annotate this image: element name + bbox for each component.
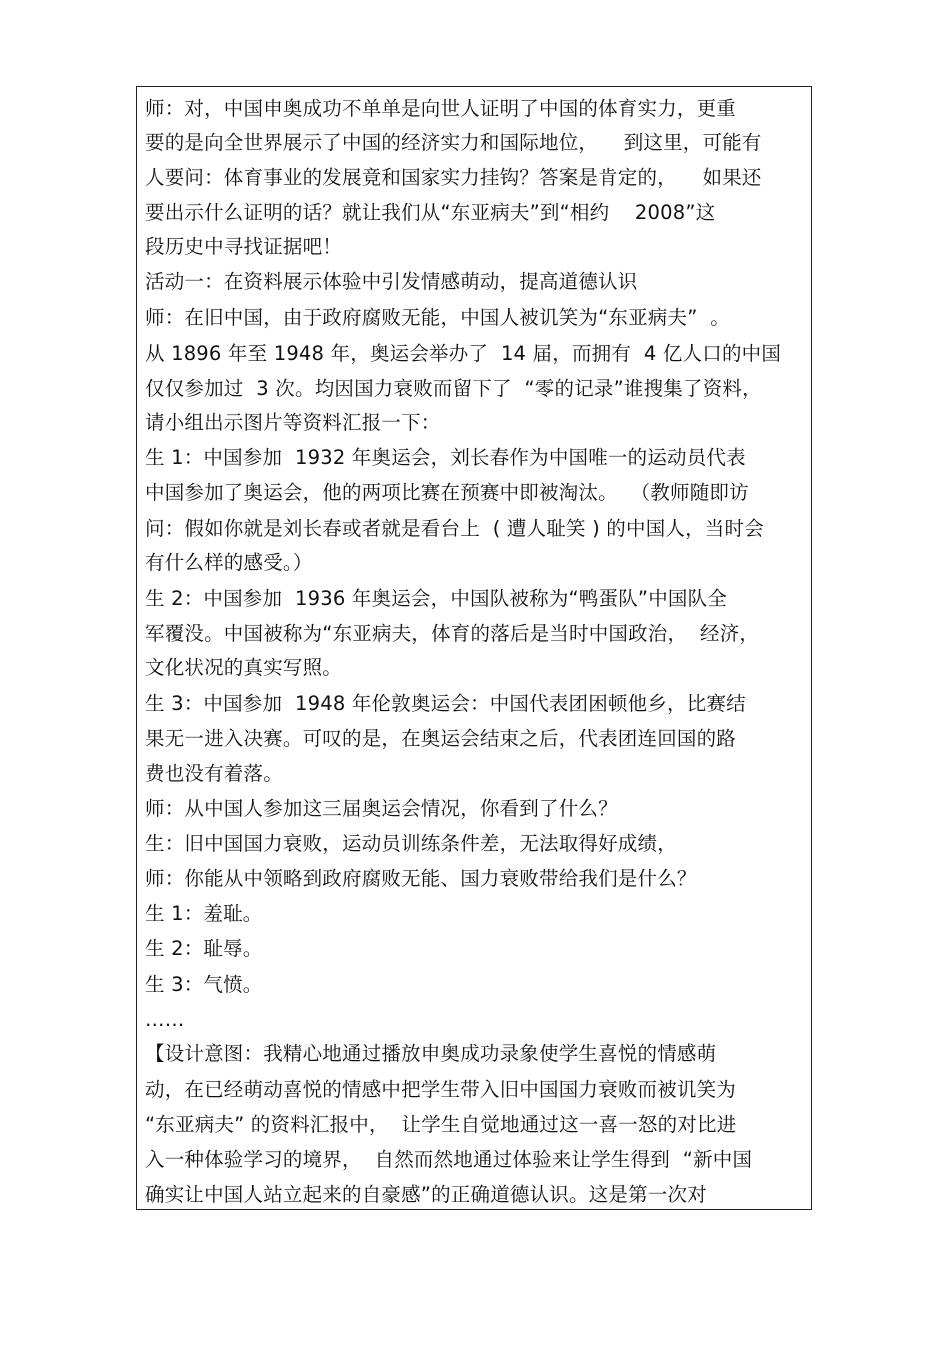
text-line: 要的是向全世界展示了中国的经济实力和国际地位， 到这里，可能有 bbox=[145, 131, 762, 154]
text-line: 生：旧中国国力衰败，运动员训练条件差，无法取得好成绩， bbox=[145, 832, 677, 855]
text-line: 中国参加了奥运会，他的两项比赛在预赛中即被淘汰。 （教师随即访 bbox=[145, 481, 749, 504]
text-line: 生 2：中国参加 1936 年奥运会，中国队被称为“鸭蛋队”中国队全 bbox=[145, 587, 728, 610]
text-line: 师：你能从中领略到政府腐败无能、国力衰败带给我们是什么？ bbox=[145, 867, 697, 890]
text-line: 仅仅参加过 3 次。均因国力衰败而留下了 “零的记录”谁搜集了资料， bbox=[145, 377, 762, 400]
text-line: 从 1896 年至 1948 年，奥运会举办了 14 届，而拥有 4 亿人口的中国 bbox=[145, 342, 782, 365]
text-line: 文化状况的真实写照。 bbox=[145, 656, 343, 679]
text-line: …… bbox=[145, 1008, 185, 1031]
text-line: 费也没有着落。 bbox=[145, 762, 283, 785]
text-line: 生 1：中国参加 1932 年奥运会，刘长春作为中国唯一的运动员代表 bbox=[145, 446, 746, 469]
text-line: 要出示什么证明的话？就让我们从“东亚病夫”到“相约 2008”这 bbox=[145, 201, 716, 224]
text-line: 活动一：在资料展示体验中引发情感萌动，提高道德认识 bbox=[145, 270, 638, 293]
text-line: 【设计意图：我精心地通过播放申奥成功录象使学生喜悦的情感萌 bbox=[145, 1042, 717, 1065]
text-line: 请小组出示图片等资料汇报一下： bbox=[145, 411, 441, 434]
text-line: 确实让中国人站立起来的自豪感”的正确道德认识。这是第一次对 bbox=[145, 1183, 707, 1206]
text-line: 生 3：气愤。 bbox=[145, 973, 263, 996]
text-line: 问：假如你就是刘长春或者就是看台上 ( 遭人耻笑 ) 的中国人，当时会 bbox=[145, 517, 764, 540]
text-line: “东亚病夫” 的资料汇报中， 让学生自觉地通过这一喜一怒的对比进 bbox=[145, 1113, 737, 1136]
text-line: 生 1：羞耻。 bbox=[145, 902, 263, 925]
text-line: 入一种体验学习的境界， 自然而然地通过体验来让学生得到 “新中国 bbox=[145, 1148, 753, 1171]
text-line: 军覆没。中国被称为“东亚病夫，体育的落后是当时中国政治， 经济， bbox=[145, 622, 760, 645]
text-line: 生 3：中国参加 1948 年伦敦奥运会：中国代表团困顿他乡，比赛结 bbox=[145, 692, 746, 715]
text-line: 段历史中寻找证据吧！ bbox=[145, 235, 343, 258]
text-line: 师：从中国人参加这三届奥运会情况，你看到了什么？ bbox=[145, 797, 618, 820]
text-line: 生 2：耻辱。 bbox=[145, 937, 263, 960]
text-line: 人要问：体育事业的发展竟和国家实力挂钩？答案是肯定的， 如果还 bbox=[145, 166, 762, 189]
text-line: 动，在已经萌动喜悦的情感中把学生带入旧中国国力衰败而被讥笑为 bbox=[145, 1078, 737, 1101]
text-line: 果无一进入决赛。可叹的是，在奥运会结束之后，代表团连回国的路 bbox=[145, 727, 737, 750]
text-line: 师：对，中国申奥成功不单单是向世人证明了中国的体育实力，更重 bbox=[145, 97, 737, 120]
text-line: 有什么样的感受。） bbox=[145, 551, 313, 574]
text-line: 师：在旧中国，由于政府腐败无能，中国人被讥笑为“东亚病夫” 。 bbox=[145, 306, 731, 329]
